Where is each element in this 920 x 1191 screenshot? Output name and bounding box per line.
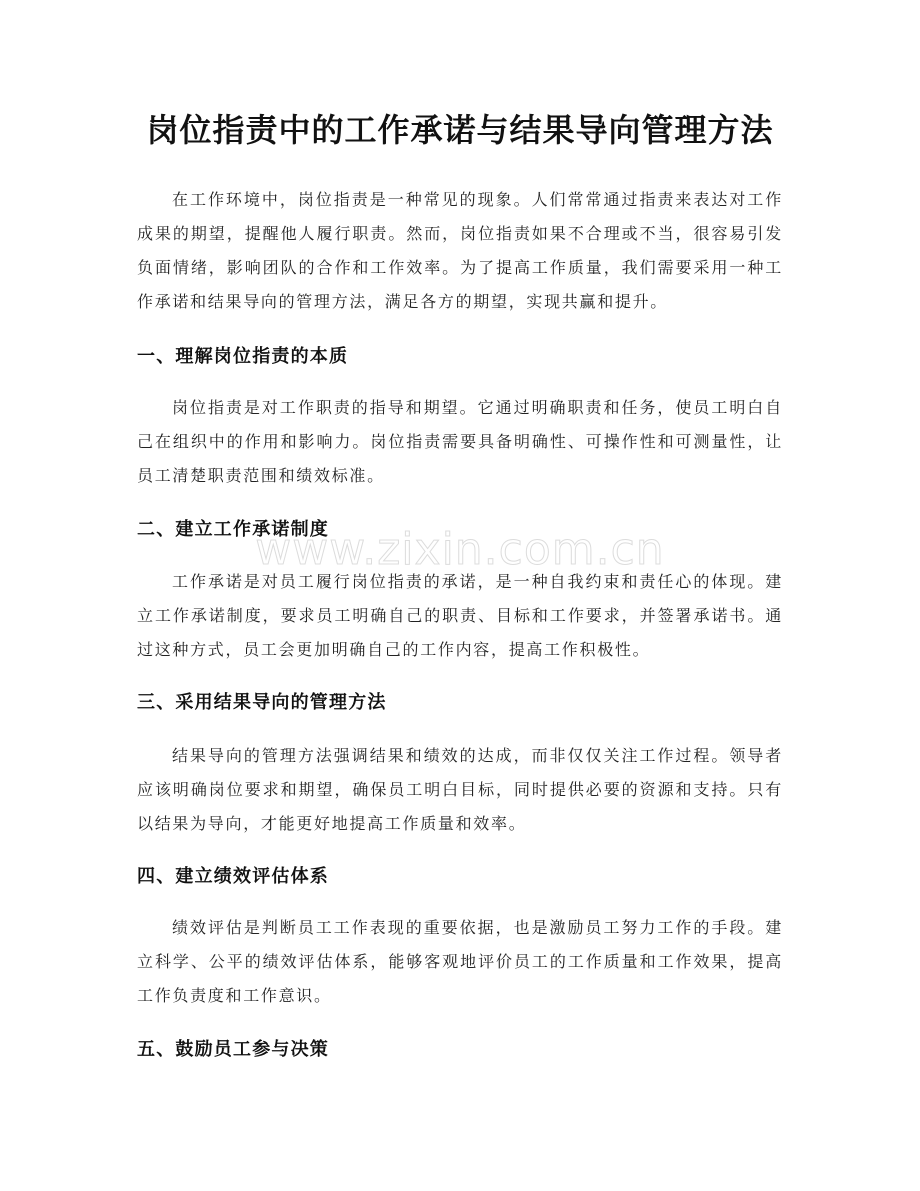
- section-heading-1: 一、理解岗位指责的本质: [137, 346, 349, 367]
- section-heading-3: 三、采用结果导向的管理方法: [137, 692, 387, 713]
- section-body-4: 绩效评估是判断员工工作表现的重要依据，也是激励员工努力工作的手段。建立科学、公平的绩效评估体系，能够客观地评价员工的工作质量和工作效果，提高工作负责度和工作意识。: [137, 918, 783, 1005]
- section-heading-2: 二、建立工作承诺制度: [137, 519, 329, 540]
- section-body-3: 结果导向的管理方法强调结果和绩效的达成，而非仅仅关注工作过程。领导者应该明确岗位要求和期望，确保员工明白目标，同时提供必要的资源和支持。只有以结果为导向，才能更好地提高工作质量和效率。: [137, 746, 783, 833]
- section-heading-5: 五、鼓励员工参与决策: [137, 1039, 329, 1060]
- watermark: www.zixin.com.cn: [255, 524, 665, 575]
- page-title: 岗位指责中的工作承诺与结果导向管理方法: [146, 111, 774, 149]
- section-body-2: 工作承诺是对员工履行岗位指责的承诺，是一种自我约束和责任心的体现。建立工作承诺制度，要求员工明确自己的职责、目标和工作要求，并签署承诺书。通过这种方式，员工会更加明确自己的工作内容，提高工作积极性。: [137, 572, 783, 659]
- section-heading-4: 四、建立绩效评估体系: [137, 866, 329, 887]
- intro-paragraph: 在工作环境中，岗位指责是一种常见的现象。人们常常通过指责来表达对工作成果的期望，提醒他人履行职责。然而，岗位指责如果不合理或不当，很容易引发负面情绪，影响团队的合作和工作效率。为了提高工作质量，我们需要采用一种工作承诺和结果导向的管理方法，满足各方的期望，实现共赢和提升。: [137, 190, 783, 311]
- section-body-1: 岗位指责是对工作职责的指导和期望。它通过明确职责和任务，使员工明白自己在组织中的作用和影响力。岗位指责需要具备明确性、可操作性和可测量性，让员工清楚职责范围和绩效标准。: [137, 398, 783, 485]
